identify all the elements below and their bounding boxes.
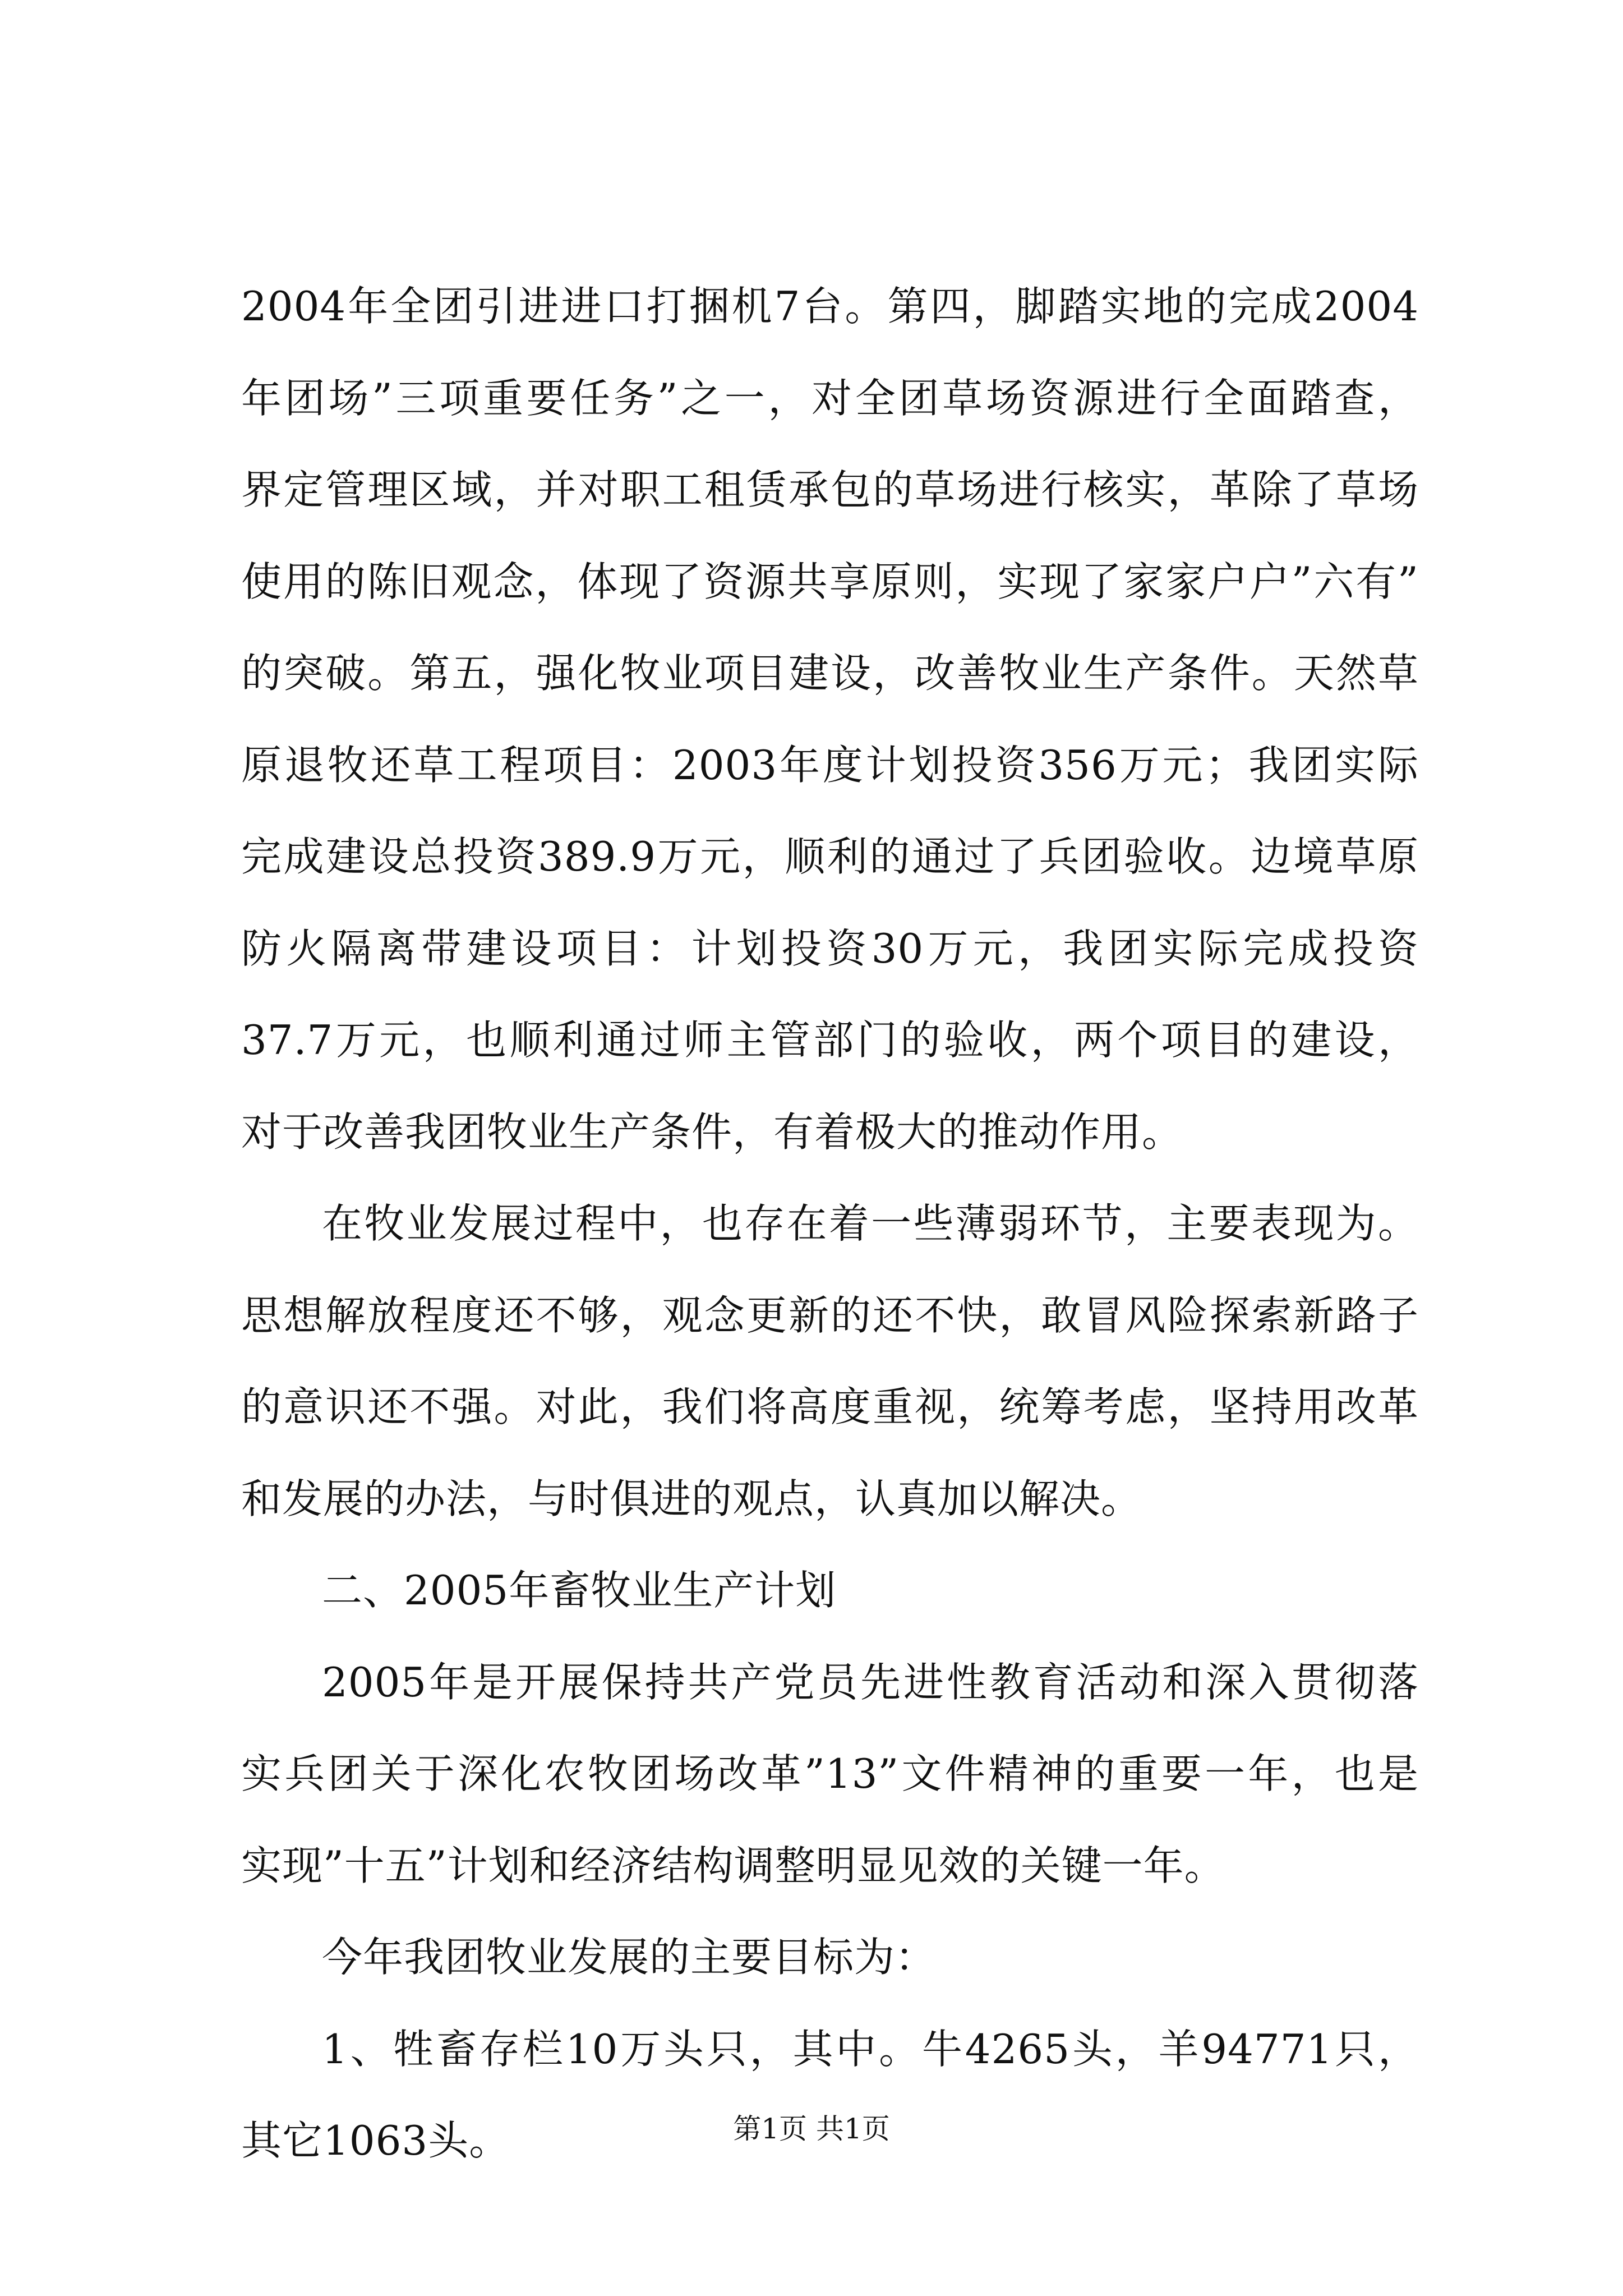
text-line: 1、牲畜存栏10万头只，其中。牛4265头，羊94771只，	[322, 2025, 1419, 2073]
text-line: 完成建设总投资389.9万元，顺利的通过了兵团验收。边境草原	[241, 833, 1419, 880]
text-line: 对于改善我团牧业生产条件，有着极大的推动作用。	[241, 1108, 1183, 1156]
text-line: 的突破。第五，强化牧业项目建设，改善牧业生产条件。天然草	[241, 650, 1419, 697]
text-line: 的意识还不强。对此，我们将高度重视，统筹考虑，坚持用改革	[241, 1383, 1419, 1430]
text-line: 防火隔离带建设项目：计划投资30万元，我团实际完成投资	[241, 924, 1419, 972]
text-line: 思想解放程度还不够，观念更新的还不快，敢冒风险探索新路子	[241, 1291, 1419, 1339]
text-line: 年团场”三项重要任务”之一，对全团草场资源进行全面踏查，	[241, 374, 1419, 422]
text-line: 使用的陈旧观念，体现了资源共享原则，实现了家家户户”六有”	[241, 558, 1419, 605]
text-line: 界定管理区域，并对职工租赁承包的草场进行核实，革除了草场	[241, 466, 1419, 513]
text-line: 二、2005年畜牧业生产计划	[322, 1567, 837, 1614]
page-footer: 第1页 共1页	[733, 2113, 890, 2145]
text-line: 今年我团牧业发展的主要目标为：	[322, 1934, 937, 1981]
text-line: 其它1063头。	[241, 2117, 510, 2164]
text-line: 实兵团关于深化农牧团场改革”13”文件精神的重要一年，也是	[241, 1750, 1419, 1797]
text-line: 和发展的办法，与时俱进的观点，认真加以解决。	[241, 1475, 1142, 1522]
text-line: 2005年是开展保持共产党员先进性教育活动和深入贯彻落	[322, 1658, 1419, 1706]
text-line: 2004年全团引进进口打捆机7台。第四，脚踏实地的完成2004	[241, 283, 1419, 330]
text-line: 原退牧还草工程项目：2003年度计划投资356万元；我团实际	[241, 741, 1419, 789]
text-line: 在牧业发展过程中，也存在着一些薄弱环节，主要表现为。	[322, 1200, 1419, 1247]
text-line: 实现”十五”计划和经济结构调整明显见效的关键一年。	[241, 1842, 1225, 1889]
text-line: 37.7万元，也顺利通过师主管部门的验收，两个项目的建设，	[241, 1016, 1419, 1064]
document-body	[241, 261, 1419, 2187]
